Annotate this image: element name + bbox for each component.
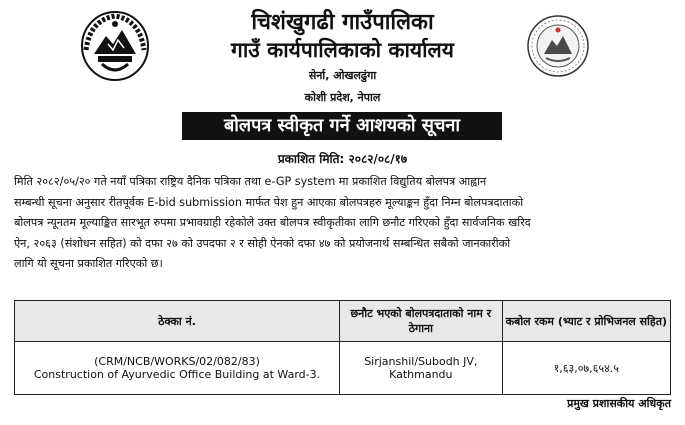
notice-body-line: लागि यो सूचना प्रकाशित गरिएको छ। [14,257,163,271]
address-line-1: सेर्ना, ओखलढुंगा [308,69,377,82]
notice-body [14,172,670,275]
table-header-row [15,301,671,342]
table-row [15,342,671,395]
contract-number: (CRM/NCB/WORKS/02/082/83) [94,355,260,368]
amount-cell: १,६३,०७,६५४.५ [502,342,670,395]
office-name: गाउँ कार्यपालिकाको कार्यालय [231,38,454,62]
header-amount: कबोल रकम (भ्याट र प्रोभिजनल सहित) [502,301,670,342]
contract-description: Construction of Ayurvedic Office Building at Ward-3. [33,368,321,381]
signatory-title: प्रमुख प्रशासकीय अधिकृत [567,397,671,410]
notice-body-line: मिति २०८२/०५/२० गते नयाँ पत्रिका राष्ट्रिय दैनिक पत्रिका तथा e-GP system मा प्रकाशित विद्युतिय बोलपत्र आह्वान [14,175,487,188]
bid-table [14,300,671,395]
address-line-2: कोशी प्रदेश, नेपाल [304,91,381,104]
notice-body-line: सम्बन्धी सूचना अनुसार रीतपूर्वक E-bid submission मार्फत पेश हुन आएका बोलपत्रहरु मूल्याङ्कन हुँदा निम्न बोलपत्रदाताको [14,195,524,209]
bidder-address: Kathmandu [389,368,453,381]
notice-body-line: ऐन, २०६३ (संशोधन सहित) को दफा २७ को उपदफा २ र सोही ऐनको दफा ४७ को प्रयोजनार्थ सम्बन्धित सबैको जानकारीको [14,236,511,250]
contract-cell [15,342,340,395]
municipality-name: चिशंखुगढी गाउँपालिका [251,10,434,35]
header-contract-no: ठेक्का नं. [15,301,340,342]
header-bidder: छनौट भएको बोलपत्रदाताको नाम र ठेगाना [340,301,503,342]
bidder-name: Sirjanshil/Subodh JV, [364,355,478,368]
notice-title: बोलपत्र स्वीकृत गर्ने आशयको सूचना [182,112,502,140]
published-date: प्रकाशित मिति: २०८२/०८/१७ [277,152,408,166]
bidder-cell [340,342,503,395]
notice-body-line: बोलपत्र न्यूनतम मूल्याङ्कित सारभूत रुपमा प्रभावग्राही रहेकोले उक्त बोलपत्र स्वीकृतीका लागि छनौट गरिएको हुँदा सार्वजनिक खरिद [14,216,531,230]
